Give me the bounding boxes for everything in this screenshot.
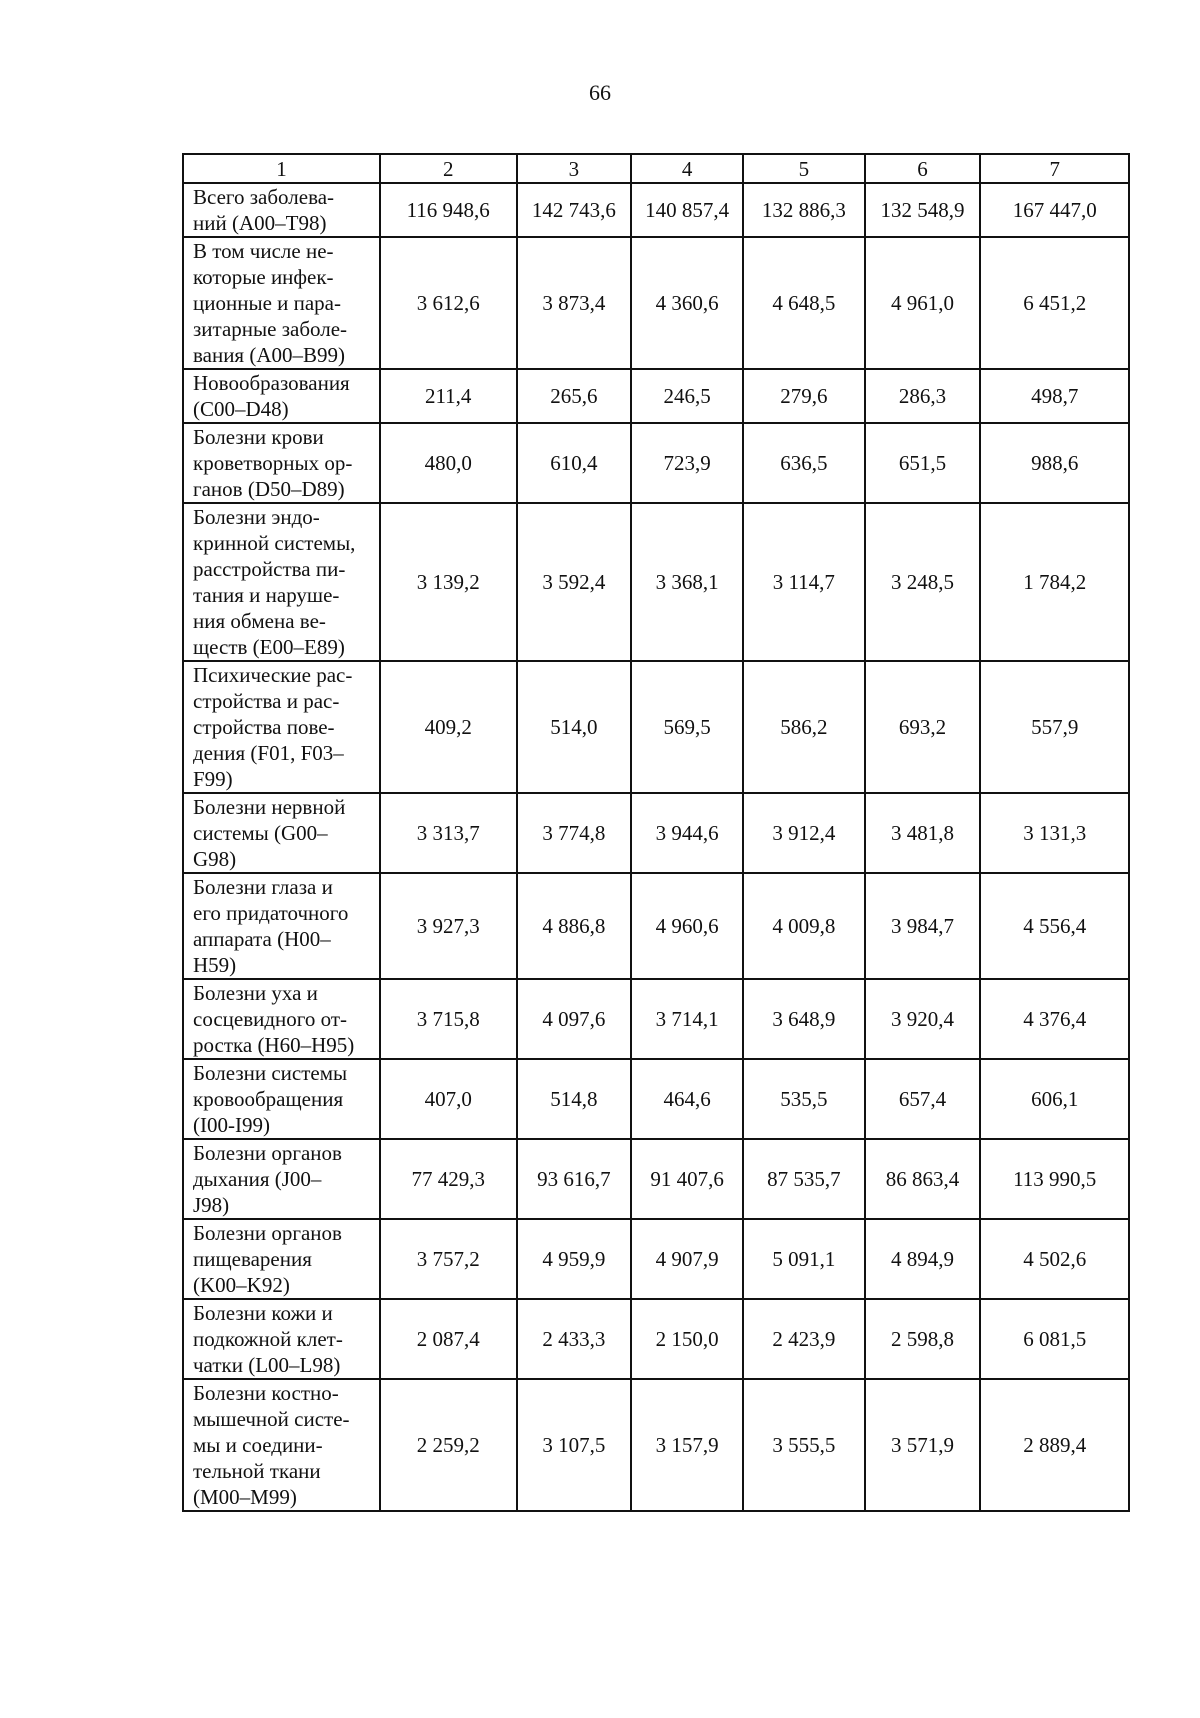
table-cell: 86 863,4 [865, 1139, 981, 1219]
table-cell: 2 423,9 [743, 1299, 865, 1379]
table-row [183, 1059, 1129, 1139]
table-cell: 606,1 [980, 1059, 1129, 1139]
table-cell: 3 714,1 [631, 979, 743, 1059]
table-cell: 3 648,9 [743, 979, 865, 1059]
row-label: Болезни кожи и подкожной клет- чатки (L00–L98) [183, 1299, 380, 1379]
table-cell: 3 944,6 [631, 793, 743, 873]
table-cell: 279,6 [743, 369, 865, 423]
table-cell: 4 959,9 [517, 1219, 632, 1299]
table-cell: 211,4 [380, 369, 517, 423]
disease-statistics-table [182, 153, 1130, 1512]
table-cell: 3 313,7 [380, 793, 517, 873]
table-cell: 407,0 [380, 1059, 517, 1139]
table-cell: 3 592,4 [517, 503, 632, 661]
table-cell: 3 139,2 [380, 503, 517, 661]
table-row [183, 503, 1129, 661]
table-cell: 3 368,1 [631, 503, 743, 661]
table-cell: 514,0 [517, 661, 632, 793]
table-cell: 723,9 [631, 423, 743, 503]
table-cell: 1 784,2 [980, 503, 1129, 661]
table-cell: 657,4 [865, 1059, 981, 1139]
column-header: 2 [380, 154, 517, 183]
row-label: Болезни костно- мышечной систе- мы и соедини- тельной ткани (M00–M99) [183, 1379, 380, 1511]
table-cell: 4 502,6 [980, 1219, 1129, 1299]
table-cell: 2 598,8 [865, 1299, 981, 1379]
table-cell: 2 433,3 [517, 1299, 632, 1379]
table-cell: 3 131,3 [980, 793, 1129, 873]
column-header: 4 [631, 154, 743, 183]
table-row [183, 979, 1129, 1059]
table-cell: 113 990,5 [980, 1139, 1129, 1219]
table-cell: 480,0 [380, 423, 517, 503]
table-cell: 3 920,4 [865, 979, 981, 1059]
table-cell: 132 548,9 [865, 183, 981, 237]
table-cell: 265,6 [517, 369, 632, 423]
table-cell: 3 774,8 [517, 793, 632, 873]
table-cell: 77 429,3 [380, 1139, 517, 1219]
table-cell: 3 715,8 [380, 979, 517, 1059]
table-cell: 610,4 [517, 423, 632, 503]
table-cell: 91 407,6 [631, 1139, 743, 1219]
table-cell: 4 360,6 [631, 237, 743, 369]
table-cell: 5 091,1 [743, 1219, 865, 1299]
table-cell: 557,9 [980, 661, 1129, 793]
row-label: Болезни органов дыхания (J00– J98) [183, 1139, 380, 1219]
row-label: Новообразования (C00–D48) [183, 369, 380, 423]
table-cell: 4 960,6 [631, 873, 743, 979]
table-row [183, 369, 1129, 423]
table-row [183, 873, 1129, 979]
row-label: Болезни системы кровообращения (I00-I99) [183, 1059, 380, 1139]
table-cell: 2 087,4 [380, 1299, 517, 1379]
table-row [183, 1299, 1129, 1379]
table-cell: 246,5 [631, 369, 743, 423]
table-cell: 3 927,3 [380, 873, 517, 979]
row-label: Болезни органов пищеварения (K00–K92) [183, 1219, 380, 1299]
table-cell: 116 948,6 [380, 183, 517, 237]
table-cell: 4 097,6 [517, 979, 632, 1059]
column-header: 3 [517, 154, 632, 183]
table-cell: 2 889,4 [980, 1379, 1129, 1511]
table-cell: 3 757,2 [380, 1219, 517, 1299]
table-cell: 409,2 [380, 661, 517, 793]
table-cell: 87 535,7 [743, 1139, 865, 1219]
table-cell: 498,7 [980, 369, 1129, 423]
table-body [183, 183, 1129, 1511]
row-label: В том числе не- которые инфек- ционные и пара- зитарные заболе- вания (A00–B99) [183, 237, 380, 369]
table-row [183, 423, 1129, 503]
table-cell: 586,2 [743, 661, 865, 793]
column-header: 1 [183, 154, 380, 183]
table-cell: 636,5 [743, 423, 865, 503]
table-cell: 3 612,6 [380, 237, 517, 369]
table-cell: 4 009,8 [743, 873, 865, 979]
table-cell: 132 886,3 [743, 183, 865, 237]
table-cell: 988,6 [980, 423, 1129, 503]
table-cell: 4 907,9 [631, 1219, 743, 1299]
table-row [183, 793, 1129, 873]
row-label: Болезни уха и сосцевидного от- ростка (H60–H95) [183, 979, 380, 1059]
table-cell: 514,8 [517, 1059, 632, 1139]
table-row [183, 237, 1129, 369]
table-row [183, 183, 1129, 237]
table-row [183, 1139, 1129, 1219]
table-header-row [183, 154, 1129, 183]
row-label: Болезни глаза и его придаточного аппарата (H00– H59) [183, 873, 380, 979]
table-cell: 3 873,4 [517, 237, 632, 369]
row-label: Болезни эндо- кринной системы, расстройства пи- тания и наруше- ния обмена ве- ществ (E00–E89) [183, 503, 380, 661]
table-cell: 4 961,0 [865, 237, 981, 369]
table-cell: 3 571,9 [865, 1379, 981, 1511]
row-label: Всего заболева- ний (A00–T98) [183, 183, 380, 237]
table-cell: 93 616,7 [517, 1139, 632, 1219]
table-cell: 142 743,6 [517, 183, 632, 237]
column-header: 7 [980, 154, 1129, 183]
table-row [183, 1219, 1129, 1299]
table-cell: 651,5 [865, 423, 981, 503]
table-cell: 3 107,5 [517, 1379, 632, 1511]
table-cell: 464,6 [631, 1059, 743, 1139]
table-row [183, 661, 1129, 793]
column-header: 6 [865, 154, 981, 183]
row-label: Болезни нервной системы (G00– G98) [183, 793, 380, 873]
table-cell: 2 259,2 [380, 1379, 517, 1511]
row-label: Болезни крови кроветворных ор- ганов (D50–D89) [183, 423, 380, 503]
table-cell: 3 114,7 [743, 503, 865, 661]
table-cell: 3 912,4 [743, 793, 865, 873]
table-cell: 4 376,4 [980, 979, 1129, 1059]
table-cell: 4 556,4 [980, 873, 1129, 979]
table-cell: 167 447,0 [980, 183, 1129, 237]
table-cell: 6 451,2 [980, 237, 1129, 369]
table-cell: 3 157,9 [631, 1379, 743, 1511]
table-cell: 569,5 [631, 661, 743, 793]
table-cell: 3 555,5 [743, 1379, 865, 1511]
table-cell: 3 481,8 [865, 793, 981, 873]
table-cell: 140 857,4 [631, 183, 743, 237]
table-cell: 4 894,9 [865, 1219, 981, 1299]
page-number: 66 [589, 80, 611, 105]
table-cell: 3 984,7 [865, 873, 981, 979]
row-label: Психические рас- стройства и рас- стройства пове- дения (F01, F03– F99) [183, 661, 380, 793]
table-cell: 6 081,5 [980, 1299, 1129, 1379]
table-cell: 4 886,8 [517, 873, 632, 979]
table-cell: 3 248,5 [865, 503, 981, 661]
table-cell: 535,5 [743, 1059, 865, 1139]
table-cell: 286,3 [865, 369, 981, 423]
table-row [183, 1379, 1129, 1511]
table-cell: 693,2 [865, 661, 981, 793]
table-cell: 4 648,5 [743, 237, 865, 369]
table-cell: 2 150,0 [631, 1299, 743, 1379]
column-header: 5 [743, 154, 865, 183]
